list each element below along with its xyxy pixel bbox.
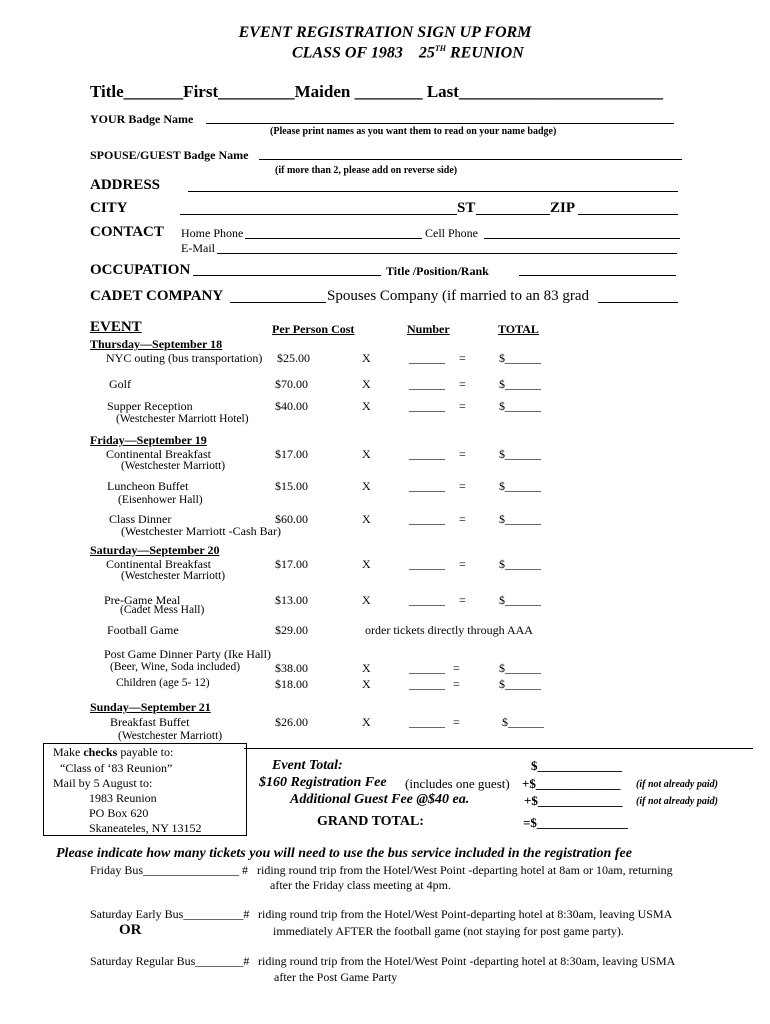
- number-field[interactable]: ______: [409, 512, 445, 526]
- number-field[interactable]: ______: [409, 715, 445, 729]
- saturday-early-bus-field[interactable]: Saturday Early Bus__________#: [90, 907, 250, 921]
- total-field[interactable]: $______: [499, 557, 541, 571]
- zip-label: ZIP: [550, 200, 576, 216]
- event-name: Football Game: [107, 623, 179, 637]
- number-field[interactable]: ______: [409, 351, 445, 365]
- divider: [244, 748, 753, 749]
- friday-bus-field[interactable]: Friday Bus________________ #: [90, 863, 249, 877]
- equals: =: [453, 661, 460, 675]
- home-phone-field[interactable]: [245, 238, 422, 239]
- day-thursday: Thursday—September 18: [90, 337, 223, 351]
- day-sunday: Sunday—September 21: [90, 700, 211, 714]
- equals: =: [459, 512, 466, 526]
- email-field[interactable]: [217, 253, 677, 254]
- badge-name-field[interactable]: [206, 123, 674, 124]
- event-venue: (Cadet Mess Hall): [120, 604, 205, 616]
- not-paid-note: (if not already paid): [636, 796, 718, 807]
- event-name: (Beer, Wine, Soda included): [110, 661, 241, 673]
- equals: =: [459, 447, 466, 461]
- number-field[interactable]: ______: [409, 447, 445, 461]
- saturday-early-bus-text: riding round trip from the Hotel/West Point-departing hotel at 8:30am, leaving USMA: [258, 907, 673, 921]
- total-field[interactable]: $______: [499, 399, 541, 413]
- event-name: Luncheon Buffet: [107, 479, 189, 493]
- city-label: CITY: [90, 200, 128, 216]
- equals: =: [453, 677, 460, 691]
- not-paid-note: (if not already paid): [636, 779, 718, 790]
- equals: =: [453, 715, 460, 729]
- equals: =: [459, 557, 466, 571]
- form-title: EVENT REGISTRATION SIGN UP FORM: [238, 24, 532, 41]
- event-price: $25.00: [277, 351, 310, 365]
- event-name: Class Dinner: [109, 512, 172, 526]
- number-field[interactable]: ______: [409, 593, 445, 607]
- payee: “Class of ‘83 Reunion”: [60, 761, 173, 775]
- number-header: Number: [407, 322, 450, 336]
- registration-fee-label: $160 Registration Fee: [259, 775, 387, 790]
- occupation-field[interactable]: [193, 275, 381, 276]
- event-name: Continental Breakfast: [106, 557, 211, 571]
- x-mark: X: [362, 677, 371, 691]
- event-price: $15.00: [275, 479, 308, 493]
- total-field[interactable]: $______: [499, 377, 541, 391]
- badge-label: YOUR Badge Name: [90, 112, 194, 126]
- grand-total-field[interactable]: =$______________: [523, 815, 628, 830]
- or-label: OR: [119, 922, 142, 938]
- equals: =: [459, 399, 466, 413]
- total-field[interactable]: $______: [499, 447, 541, 461]
- checks-payable: Make checks payable to:: [53, 745, 174, 759]
- number-field[interactable]: ______: [409, 557, 445, 571]
- x-mark: X: [362, 479, 371, 493]
- event-total-label: Event Total:: [272, 758, 343, 773]
- guest-fee-field[interactable]: +$_____________: [524, 793, 623, 808]
- cell-phone-label: Cell Phone: [425, 226, 478, 240]
- event-venue: (Westchester Marriott): [121, 460, 226, 472]
- x-mark: X: [362, 557, 371, 571]
- saturday-regular-bus-text2: after the Post Game Party: [274, 970, 398, 984]
- mail-by: Mail by 5 August to:: [53, 776, 153, 790]
- number-field[interactable]: ______: [409, 377, 445, 391]
- equals: =: [459, 593, 466, 607]
- address-field[interactable]: [188, 191, 678, 192]
- x-mark: X: [362, 447, 371, 461]
- x-mark: X: [362, 512, 371, 526]
- total-header: TOTAL: [498, 322, 539, 336]
- equals: =: [459, 479, 466, 493]
- form-subtitle: CLASS OF 1983 25TH REUNION: [292, 44, 524, 62]
- friday-bus-text2: after the Friday class meeting at 4pm.: [270, 878, 451, 892]
- x-mark: X: [362, 661, 371, 675]
- x-mark: X: [362, 593, 371, 607]
- occupation-label: OCCUPATION: [90, 262, 191, 278]
- event-venue: (Westchester Marriott Hotel): [116, 413, 249, 425]
- position-label: Title /Position/Rank: [386, 264, 489, 278]
- event-price: $38.00: [275, 661, 308, 675]
- guest-fee-label: Additional Guest Fee @$40 ea.: [290, 792, 470, 807]
- x-mark: X: [362, 377, 371, 391]
- event-price: $18.00: [275, 677, 308, 691]
- total-field[interactable]: $______: [502, 715, 544, 729]
- event-name: Supper Reception: [107, 399, 193, 413]
- event-name: Golf: [109, 377, 131, 391]
- number-field[interactable]: ______: [409, 661, 445, 675]
- home-phone-label: Home Phone: [181, 226, 244, 240]
- city-field[interactable]: [180, 214, 457, 215]
- grand-total-label: GRAND TOTAL:: [317, 814, 424, 829]
- x-mark: X: [362, 715, 371, 729]
- x-mark: X: [362, 351, 371, 365]
- number-field[interactable]: ______: [409, 479, 445, 493]
- event-total-field[interactable]: $_____________: [531, 758, 622, 773]
- mail-address-line3: Skaneateles, NY 13152: [89, 821, 202, 835]
- contact-label: CONTACT: [90, 224, 164, 240]
- registration-fee-field[interactable]: +$_____________: [522, 776, 621, 791]
- total-field[interactable]: $______: [499, 661, 541, 675]
- spouses-company-field[interactable]: [598, 302, 678, 303]
- saturday-regular-bus-field[interactable]: Saturday Regular Bus________#: [90, 954, 250, 968]
- cell-phone-field[interactable]: [484, 238, 680, 239]
- day-friday: Friday—September 19: [90, 433, 207, 447]
- equals: =: [459, 351, 466, 365]
- email-label: E-Mail: [181, 241, 215, 255]
- st-field[interactable]: [476, 214, 550, 215]
- total-field[interactable]: $______: [499, 512, 541, 526]
- bus-heading: Please indicate how many tickets you will need to use the bus service included in the registration fee: [56, 846, 632, 861]
- number-field[interactable]: ______: [409, 399, 445, 413]
- total-field[interactable]: $______: [499, 677, 541, 691]
- spouse-label: SPOUSE/GUEST Badge Name: [90, 148, 249, 162]
- address-label: ADDRESS: [90, 177, 161, 193]
- badge-note: (Please print names as you want them to read on your name badge): [270, 126, 557, 137]
- friday-bus-text: riding round trip from the Hotel/West Point -departing hotel at 8am or 10am, returning: [257, 863, 673, 877]
- total-field[interactable]: $______: [499, 351, 541, 365]
- zip-field[interactable]: [578, 214, 678, 215]
- event-name: Continental Breakfast: [106, 447, 211, 461]
- mail-address-line2: PO Box 620: [89, 806, 149, 820]
- event-price: $17.00: [275, 447, 308, 461]
- spouses-company-label: Spouses Company (if married to an 83 grad: [327, 288, 590, 304]
- equals: =: [459, 377, 466, 391]
- event-name: Post Game Dinner Party (Ike Hall): [104, 647, 271, 661]
- total-field[interactable]: $______: [499, 593, 541, 607]
- cadet-company-field[interactable]: [230, 302, 326, 303]
- mail-address-line1: 1983 Reunion: [89, 791, 157, 805]
- event-name: Breakfast Buffet: [110, 715, 190, 729]
- registration-fee-note: (includes one guest): [405, 776, 510, 791]
- saturday-early-bus-text2: immediately AFTER the football game (not staying for post game party).: [273, 924, 624, 938]
- total-field[interactable]: $______: [499, 479, 541, 493]
- event-venue: (Westchester Marriott): [121, 570, 226, 582]
- event-price: $70.00: [275, 377, 308, 391]
- event-price: $13.00: [275, 593, 308, 607]
- event-price: $26.00: [275, 715, 308, 729]
- football-note: order tickets directly through AAA: [365, 623, 533, 637]
- x-mark: X: [362, 399, 371, 413]
- position-field[interactable]: [519, 275, 676, 276]
- spouse-badge-field[interactable]: [259, 159, 682, 160]
- spouse-note: (if more than 2, please add on reverse side): [275, 165, 458, 176]
- event-venue: (Eisenhower Hall): [118, 494, 203, 506]
- event-name: Children (age 5- 12): [116, 677, 210, 689]
- st-label: ST: [457, 200, 476, 216]
- event-price: $40.00: [275, 399, 308, 413]
- event-header: EVENT: [90, 319, 142, 335]
- day-saturday: Saturday—September 20: [90, 543, 220, 557]
- cadet-company-label: CADET COMPANY: [90, 288, 224, 304]
- saturday-regular-bus-text: riding round trip from the Hotel/West Point -departing hotel at 8:30am, leaving USMA: [258, 954, 676, 968]
- event-venue: (Westchester Marriott -Cash Bar): [121, 524, 281, 538]
- event-venue: (Westchester Marriott): [118, 730, 223, 742]
- event-price: $17.00: [275, 557, 308, 571]
- event-price: $60.00: [275, 512, 308, 526]
- name-row[interactable]: Title_______First_________Maiden ________ Last________________________: [90, 82, 663, 101]
- number-field[interactable]: ______: [409, 677, 445, 691]
- event-price: $29.00: [275, 623, 308, 637]
- event-name: Pre-Game Meal: [104, 593, 181, 607]
- cost-header: Per Person Cost: [272, 322, 355, 336]
- event-name: NYC outing (bus transportation): [106, 351, 263, 365]
